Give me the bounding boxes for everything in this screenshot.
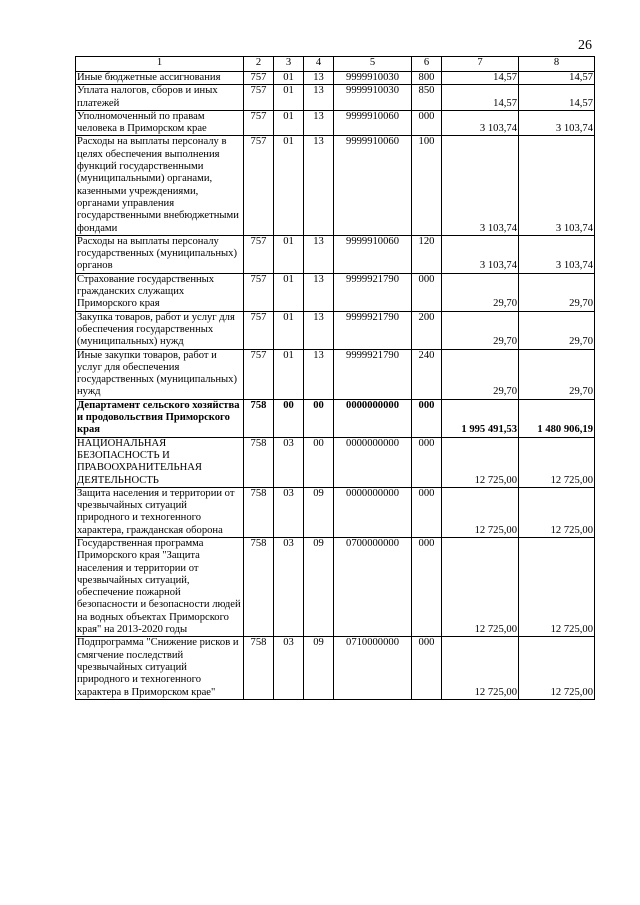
- row-cell-c5: 9999910030: [334, 72, 412, 85]
- row-cell-c4: 00: [304, 437, 334, 487]
- row-cell-c6: 120: [412, 235, 442, 273]
- row-cell-c3: 01: [274, 136, 304, 235]
- row-cell-c5: 9999921790: [334, 273, 412, 311]
- table-row: [76, 311, 595, 349]
- row-cell-c5: 0000000000: [334, 437, 412, 487]
- row-name-cell: Расходы на выплаты персоналу государственных (муниципальных) органов: [76, 235, 244, 273]
- row-cell-c6: 800: [412, 72, 442, 85]
- row-cell-c5: 9999910030: [334, 85, 412, 111]
- row-cell-c3: 00: [274, 399, 304, 437]
- row-cell-v8: 12 725,00: [519, 537, 595, 636]
- row-cell-c6: 000: [412, 399, 442, 437]
- table-row: [76, 85, 595, 111]
- row-cell-c2: 757: [244, 110, 274, 136]
- row-cell-v7: 12 725,00: [442, 637, 519, 699]
- row-cell-c5: 0710000000: [334, 637, 412, 699]
- row-cell-v7: 3 103,74: [442, 110, 519, 136]
- row-cell-c3: 01: [274, 349, 304, 399]
- budget-table: [75, 56, 595, 700]
- row-cell-v8: 1 480 906,19: [519, 399, 595, 437]
- row-cell-v8: 14,57: [519, 72, 595, 85]
- row-name-cell: Подпрограмма "Снижение рисков и смягчение последствий чрезвычайных ситуаций природного и техногенного характера в Приморском крае": [76, 637, 244, 699]
- row-cell-c5: 0000000000: [334, 399, 412, 437]
- row-cell-c6: 000: [412, 487, 442, 537]
- row-cell-c2: 758: [244, 399, 274, 437]
- page-number: 26: [578, 38, 592, 53]
- row-cell-c6: 100: [412, 136, 442, 235]
- row-cell-c2: 757: [244, 235, 274, 273]
- column-header-2: 2: [244, 57, 274, 72]
- row-cell-c4: 13: [304, 235, 334, 273]
- row-cell-c4: 13: [304, 72, 334, 85]
- table-row: [76, 349, 595, 399]
- row-cell-v7: 29,70: [442, 273, 519, 311]
- row-cell-v8: 29,70: [519, 273, 595, 311]
- row-cell-v7: 12 725,00: [442, 537, 519, 636]
- table-body: [76, 72, 595, 700]
- row-cell-c3: 03: [274, 537, 304, 636]
- row-cell-c2: 758: [244, 537, 274, 636]
- column-header-6: 6: [412, 57, 442, 72]
- table-row: [76, 273, 595, 311]
- row-cell-v7: 14,57: [442, 85, 519, 111]
- row-cell-v8: 12 725,00: [519, 637, 595, 699]
- row-cell-c3: 03: [274, 437, 304, 487]
- row-cell-v7: 29,70: [442, 311, 519, 349]
- row-cell-c4: 13: [304, 273, 334, 311]
- row-cell-c6: 000: [412, 637, 442, 699]
- row-cell-c2: 757: [244, 273, 274, 311]
- table-row: [76, 235, 595, 273]
- row-cell-c2: 758: [244, 487, 274, 537]
- row-cell-c4: 13: [304, 349, 334, 399]
- row-cell-c2: 757: [244, 72, 274, 85]
- row-cell-v8: 12 725,00: [519, 437, 595, 487]
- table-row: [76, 437, 595, 487]
- row-name-cell: Департамент сельского хозяйства и продовольствия Приморского края: [76, 399, 244, 437]
- row-cell-c4: 00: [304, 399, 334, 437]
- row-cell-c4: 13: [304, 110, 334, 136]
- table-row: [76, 537, 595, 636]
- row-cell-v7: 14,57: [442, 72, 519, 85]
- row-cell-c4: 13: [304, 136, 334, 235]
- row-cell-c3: 01: [274, 235, 304, 273]
- row-cell-c5: 9999910060: [334, 110, 412, 136]
- table-row: [76, 136, 595, 235]
- row-cell-c2: 758: [244, 637, 274, 699]
- row-cell-v7: 12 725,00: [442, 487, 519, 537]
- column-header-5: 5: [334, 57, 412, 72]
- table-row: [76, 110, 595, 136]
- row-cell-c6: 200: [412, 311, 442, 349]
- table-row: [76, 72, 595, 85]
- row-cell-v8: 3 103,74: [519, 136, 595, 235]
- column-header-8: 8: [519, 57, 595, 72]
- row-cell-c4: 09: [304, 487, 334, 537]
- table-row: [76, 637, 595, 699]
- row-cell-c5: 9999921790: [334, 311, 412, 349]
- row-cell-c4: 09: [304, 637, 334, 699]
- row-name-cell: Иные закупки товаров, работ и услуг для обеспечения государственных (муниципальных) нужд: [76, 349, 244, 399]
- row-cell-c3: 03: [274, 637, 304, 699]
- row-cell-c2: 757: [244, 349, 274, 399]
- row-cell-c3: 01: [274, 311, 304, 349]
- row-cell-v8: 12 725,00: [519, 487, 595, 537]
- row-cell-c5: 9999921790: [334, 349, 412, 399]
- table-row: [76, 399, 595, 437]
- row-cell-v8: 3 103,74: [519, 235, 595, 273]
- row-cell-v7: 3 103,74: [442, 136, 519, 235]
- row-cell-c6: 000: [412, 537, 442, 636]
- row-cell-c2: 758: [244, 437, 274, 487]
- row-name-cell: Защита населения и территории от чрезвычайных ситуаций природного и техногенного характера, гражданская оборона: [76, 487, 244, 537]
- row-cell-v7: 3 103,74: [442, 235, 519, 273]
- row-cell-v8: 29,70: [519, 311, 595, 349]
- row-cell-c2: 757: [244, 85, 274, 111]
- row-cell-v7: 1 995 491,53: [442, 399, 519, 437]
- row-cell-c5: 0700000000: [334, 537, 412, 636]
- row-cell-c5: 9999910060: [334, 235, 412, 273]
- row-name-cell: Страхование государственных гражданских служащих Приморского края: [76, 273, 244, 311]
- row-name-cell: Иные бюджетные ассигнования: [76, 72, 244, 85]
- row-cell-c6: 000: [412, 273, 442, 311]
- row-cell-c5: 0000000000: [334, 487, 412, 537]
- row-cell-c2: 757: [244, 136, 274, 235]
- table-header-row: [76, 57, 595, 72]
- row-cell-c3: 01: [274, 85, 304, 111]
- row-cell-c3: 01: [274, 110, 304, 136]
- column-header-1: 1: [76, 57, 244, 72]
- row-cell-v8: 14,57: [519, 85, 595, 111]
- row-cell-v7: 29,70: [442, 349, 519, 399]
- row-name-cell: Государственная программа Приморского края "Защита населения и территории от чрезвычайных ситуаций, обеспечение пожарной безопасности и безопасности людей на водных объектах Приморского края" на 2013-2020 годы: [76, 537, 244, 636]
- row-cell-v7: 12 725,00: [442, 437, 519, 487]
- column-header-7: 7: [442, 57, 519, 72]
- row-name-cell: Уплата налогов, сборов и иных платежей: [76, 85, 244, 111]
- row-cell-c6: 000: [412, 110, 442, 136]
- table-row: [76, 487, 595, 537]
- row-cell-c3: 01: [274, 72, 304, 85]
- row-cell-v8: 29,70: [519, 349, 595, 399]
- row-name-cell: Расходы на выплаты персоналу в целях обеспечения выполнения функций государственными (муниципальными) органами, казенными учреждениями, органами управления государственными внебюджетными фондами: [76, 136, 244, 235]
- row-cell-c3: 03: [274, 487, 304, 537]
- row-cell-c3: 01: [274, 273, 304, 311]
- row-name-cell: Уполномоченный по правам человека в Приморском крае: [76, 110, 244, 136]
- row-cell-c2: 757: [244, 311, 274, 349]
- row-name-cell: Закупка товаров, работ и услуг для обеспечения государственных (муниципальных) нужд: [76, 311, 244, 349]
- column-header-4: 4: [304, 57, 334, 72]
- row-name-cell: НАЦИОНАЛЬНАЯ БЕЗОПАСНОСТЬ И ПРАВООХРАНИТЕЛЬНАЯ ДЕЯТЕЛЬНОСТЬ: [76, 437, 244, 487]
- row-cell-c6: 240: [412, 349, 442, 399]
- row-cell-c5: 9999910060: [334, 136, 412, 235]
- row-cell-c4: 13: [304, 311, 334, 349]
- column-header-3: 3: [274, 57, 304, 72]
- row-cell-c6: 000: [412, 437, 442, 487]
- row-cell-v8: 3 103,74: [519, 110, 595, 136]
- row-cell-c4: 13: [304, 85, 334, 111]
- row-cell-c6: 850: [412, 85, 442, 111]
- row-cell-c4: 09: [304, 537, 334, 636]
